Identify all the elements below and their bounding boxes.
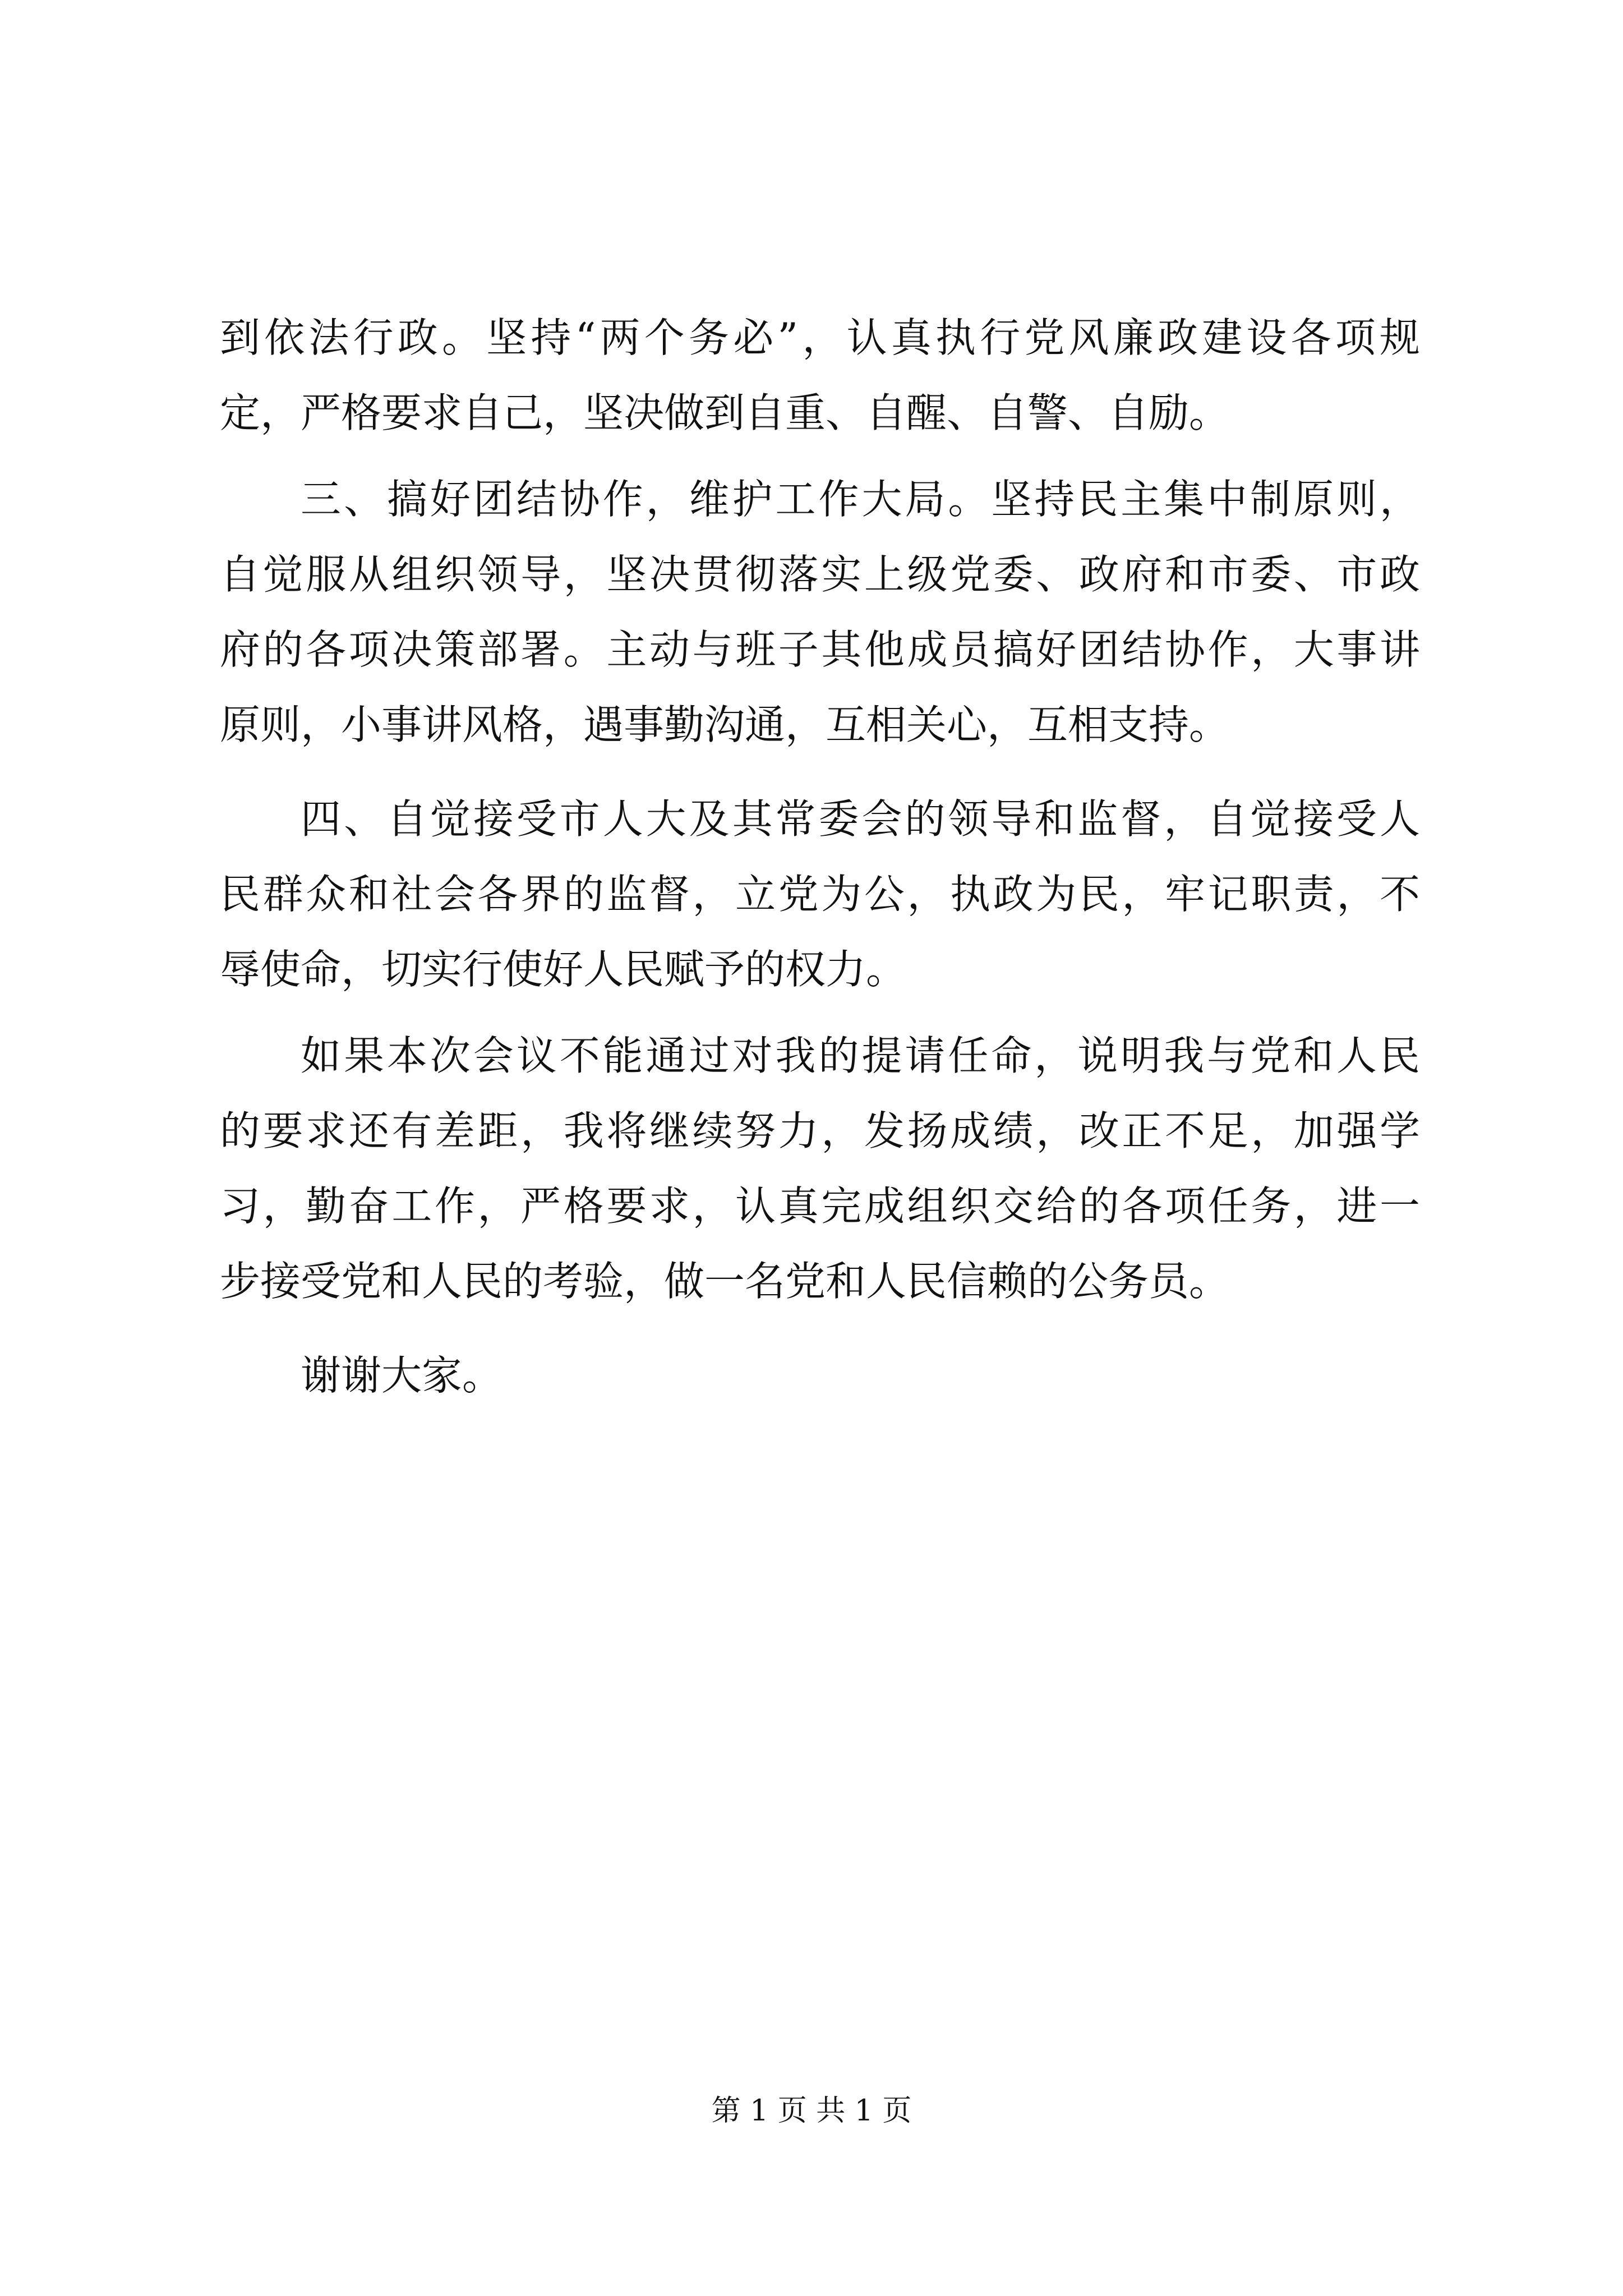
paragraph-line: 民群众和社会各界的监督，立党为公，执政为民，牢记职责，不 xyxy=(220,871,1420,918)
paragraph-line: 步接受党和人民的考验，做一名党和人民信赖的公务员。 xyxy=(220,1258,1230,1305)
paragraph-line: 三、搞好团结协作，维护工作大局。坚持民主集中制原则， xyxy=(301,476,1420,523)
paragraph-line: 习，勤奋工作，严格要求，认真完成组织交给的各项任务，进一 xyxy=(220,1182,1420,1230)
paragraph-line: 自觉服从组织领导，坚决贯彻落实上级党委、政府和市委、市政 xyxy=(220,551,1420,598)
paragraph-line: 原则，小事讲风格，遇事勤沟通，互相关心，互相支持。 xyxy=(220,701,1230,748)
paragraph-line: 四、自觉接受市人大及其常委会的领导和监督，自觉接受人 xyxy=(301,795,1420,843)
paragraph-line: 到依法行政。坚持“两个务必”，认真执行党风廉政建设各项规 xyxy=(220,314,1420,361)
paragraph-line: 辱使命，切实行使好人民赋予的权力。 xyxy=(220,946,907,993)
paragraph-line: 谢谢大家。 xyxy=(301,1352,503,1399)
paragraph-line: 府的各项决策部署。主动与班子其他成员搞好团结协作，大事讲 xyxy=(220,626,1420,673)
paragraph-line: 如果本次会议不能通过对我的提请任命，说明我与党和人民 xyxy=(301,1032,1420,1079)
paragraph-line: 的要求还有差距，我将继续努力，发扬成绩，改正不足，加强学 xyxy=(220,1107,1420,1154)
paragraph-line: 定，严格要求自己，坚决做到自重、自醒、自警、自励。 xyxy=(220,389,1230,436)
page-number-footer: 第 1 页 共 1 页 xyxy=(711,2094,912,2128)
